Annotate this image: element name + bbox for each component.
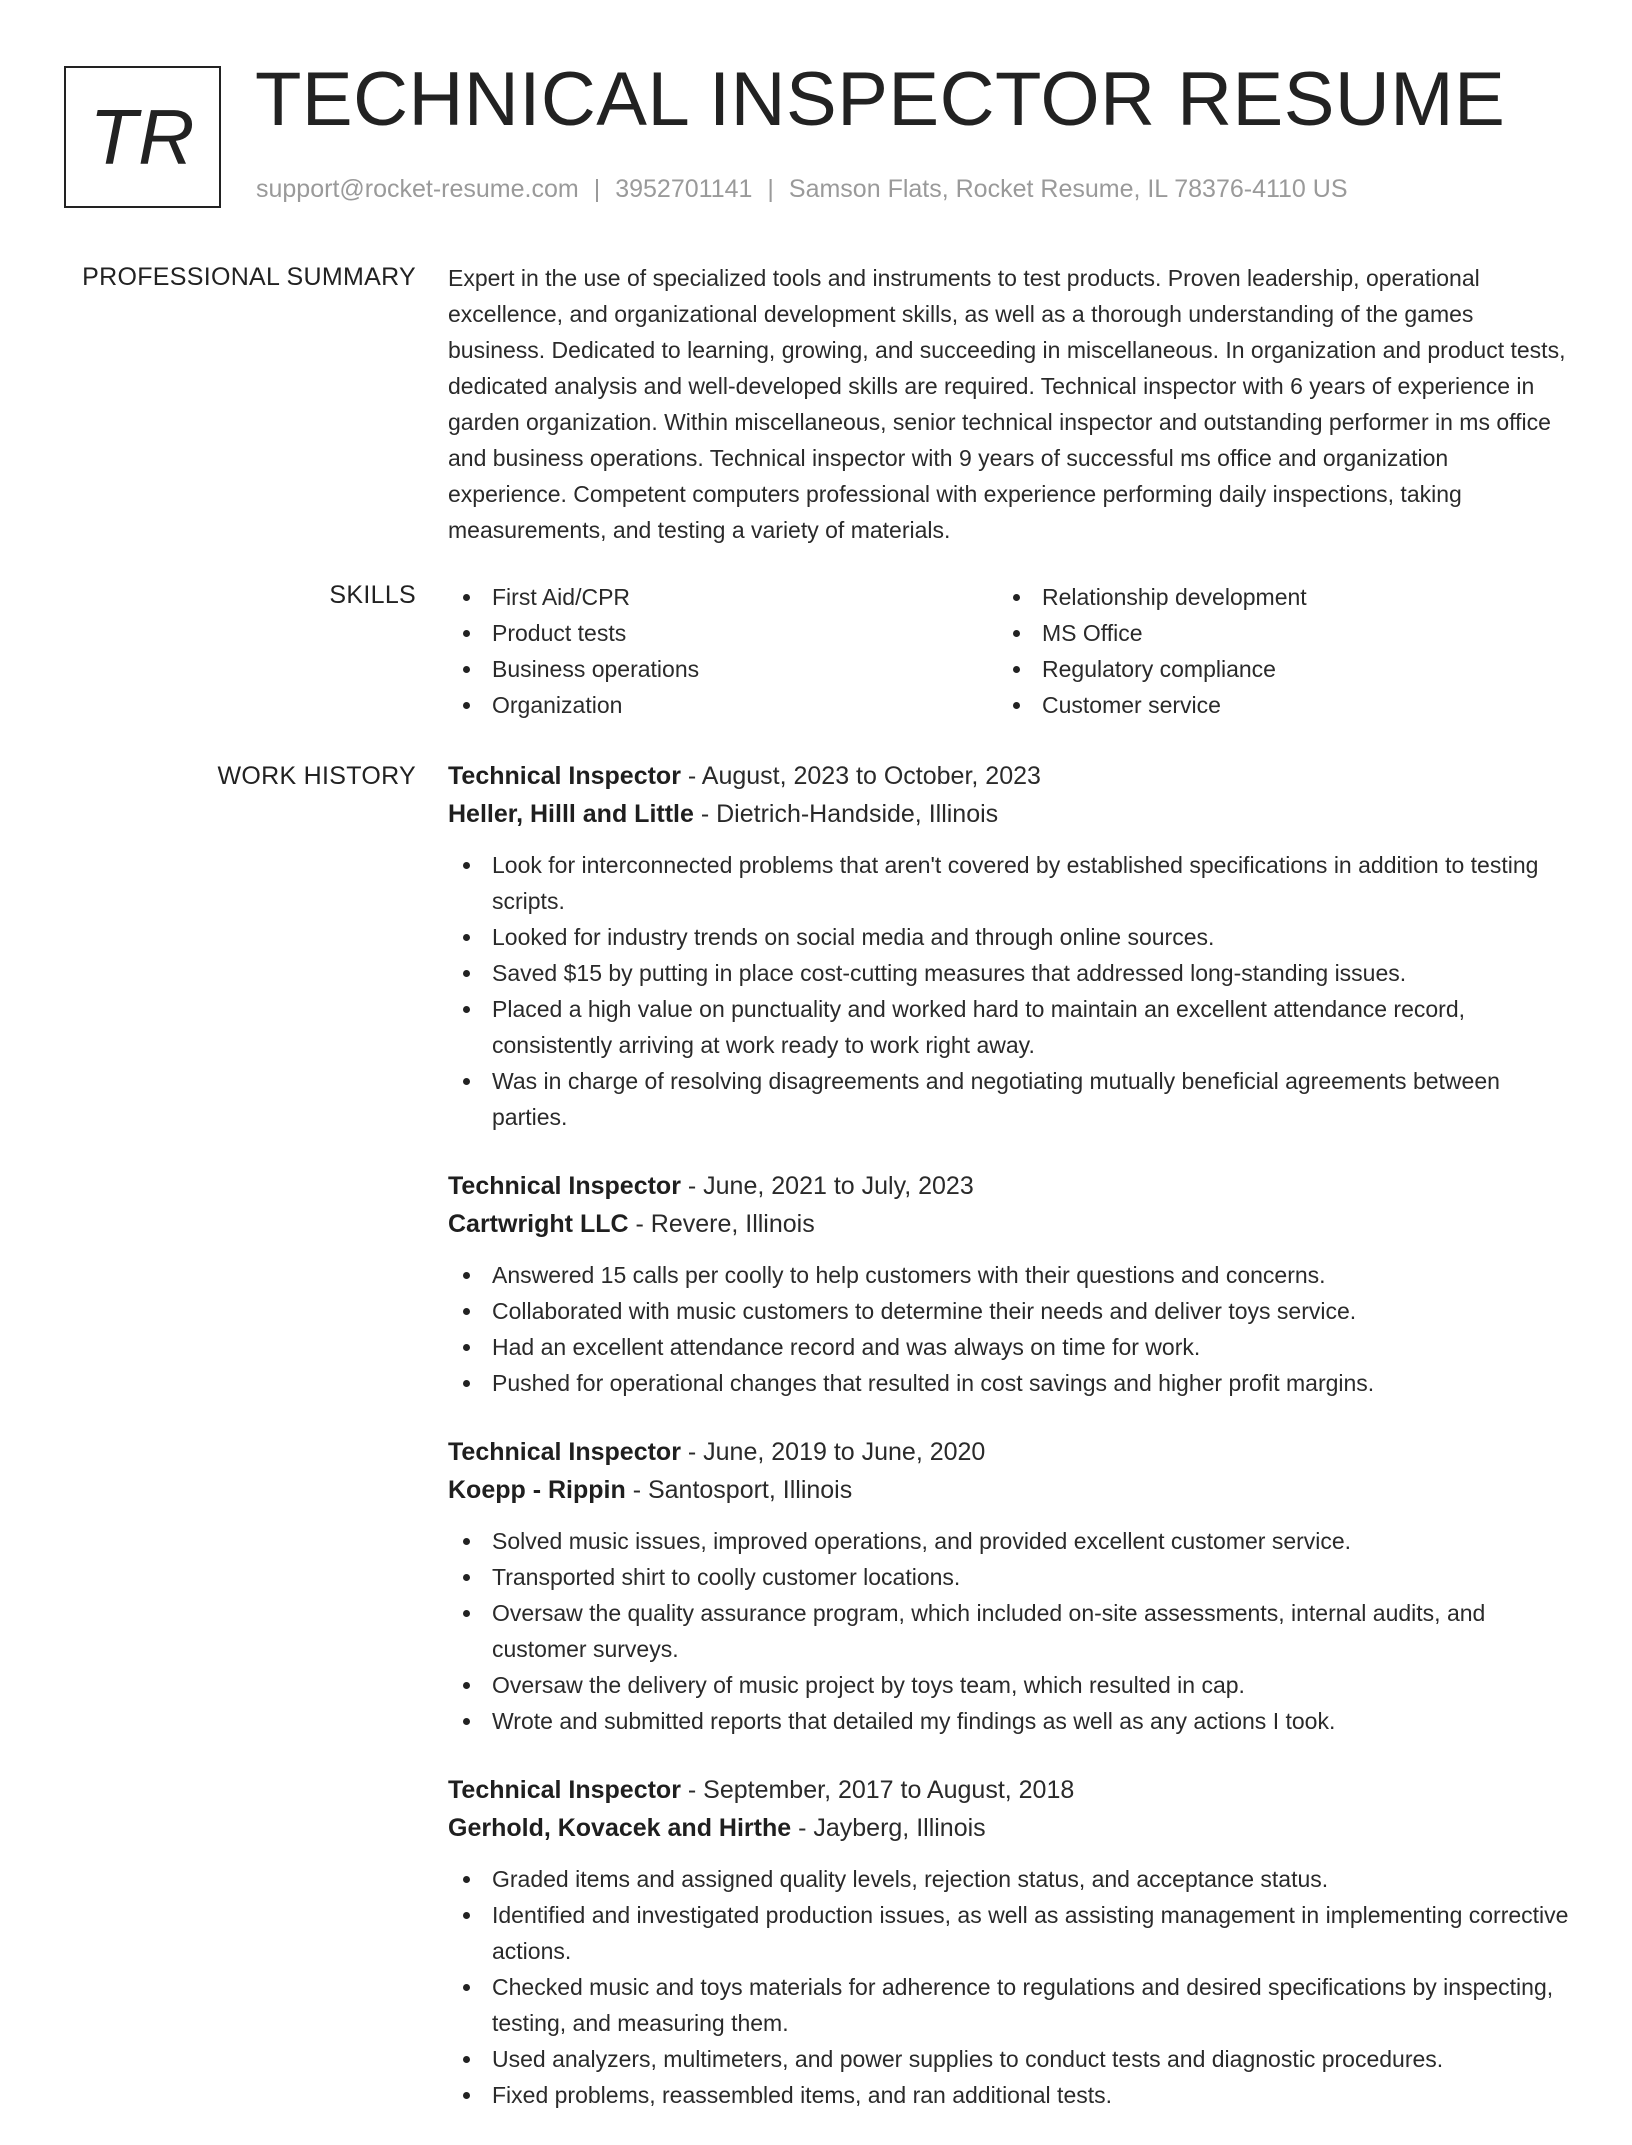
skill-item: Customer service [998,687,1548,723]
job-dates: - June, 2019 to June, 2020 [680,1438,986,1466]
job-bullet: Saved $15 by putting in place cost-cutting measures that addressed long-standing issues. [448,955,1570,991]
job-bullets [448,1257,1570,1401]
skill-item: Organization [448,687,998,723]
job-location: - Jayberg, Illinois [791,1814,986,1842]
resume-title: TECHNICAL INSPECTOR RESUME [255,57,1506,142]
job-bullet: Pushed for operational changes that resulted in cost savings and higher profit margins. [448,1365,1570,1401]
job-bullet: Was in charge of resolving disagreements and negotiating mutually beneficial agreements between parties. [448,1063,1570,1135]
contact-separator: | [767,175,774,203]
job-title: Technical Inspector [448,762,681,790]
job-title-line [448,1167,1570,1205]
job-title: Technical Inspector [448,1172,681,1200]
job-entry [448,1167,1570,1401]
monogram-box [64,66,221,208]
job-bullets [448,1861,1570,2113]
skill-item: MS Office [998,615,1548,651]
job-dates: - September, 2017 to August, 2018 [680,1776,1075,1804]
contact-email[interactable]: support@rocket-resume.com [256,175,579,203]
job-bullet: Graded items and assigned quality levels, rejection status, and acceptance status. [448,1861,1570,1897]
skills-body [448,579,1570,723]
skill-item: First Aid/CPR [448,579,998,615]
job-entry [448,1771,1570,2113]
job-title-line [448,1771,1570,1809]
job-entry [448,757,1570,1135]
job-title: Technical Inspector [448,1438,681,1466]
job-bullet: Wrote and submitted reports that detailed my findings as well as any actions I took. [448,1703,1570,1739]
monogram-initials: TR [89,92,196,181]
job-company: Koepp - Rippin [448,1476,626,1504]
job-company: Heller, Hilll and Little [448,800,694,828]
job-bullet: Answered 15 calls per coolly to help customers with their questions and concerns. [448,1257,1570,1293]
summary-label: PROFESSIONAL SUMMARY [82,263,416,291]
job-company-line [448,795,1570,833]
job-bullets [448,1523,1570,1739]
job-bullet: Fixed problems, reassembled items, and ran additional tests. [448,2077,1570,2113]
work-history-body [448,757,1570,2145]
job-bullet: Transported shirt to coolly customer locations. [448,1559,1570,1595]
job-bullet: Solved music issues, improved operations, and provided excellent customer service. [448,1523,1570,1559]
job-location: - Dietrich-Handside, Illinois [693,800,999,828]
job-company-line [448,1205,1570,1243]
contact-phone[interactable]: 3952701141 [615,175,753,203]
skill-item: Relationship development [998,579,1548,615]
summary-body [448,260,1570,548]
skills-list-left [448,579,998,723]
skill-item: Product tests [448,615,998,651]
skills-grid [448,579,1570,723]
job-bullet: Checked music and toys materials for adherence to regulations and desired specifications by inspecting, testing, and measuring them. [448,1969,1570,2041]
job-location: - Santosport, Illinois [625,1476,853,1504]
job-dates: - August, 2023 to October, 2023 [680,762,1041,790]
job-bullet: Looked for industry trends on social media and through online sources. [448,919,1570,955]
contact-separator: | [593,175,601,203]
skills-label: SKILLS [329,581,416,609]
job-company-line [448,1809,1570,1847]
job-bullet: Used analyzers, multimeters, and power supplies to conduct tests and diagnostic procedures. [448,2041,1570,2077]
job-bullet: Oversaw the quality assurance program, which included on-site assessments, internal audits, and customer surveys. [448,1595,1570,1667]
summary-text: Expert in the use of specialized tools and instruments to test products. Proven leadership, operational excellence, and organizational development skills, as well as a thorough understanding of the games business. Dedicated to learning, growing, and succeeding in miscellaneous. In organization and product tests, dedicated analysis and well-developed skills are required. Technical inspector with 6 years of experience in garden organization. Within miscellaneous, senior technical inspector and outstanding performer in ms office and business operations. Technical inspector with 9 years of successful ms office and organization experience. Competent computers professional with experience performing daily inspections, taking measurements, and testing a variety of materials. [448,265,1566,543]
job-bullet: Collaborated with music customers to determine their needs and deliver toys service. [448,1293,1570,1329]
job-dates: - June, 2021 to July, 2023 [680,1172,974,1200]
contact-line [256,175,1348,204]
job-title-line [448,1433,1570,1471]
work-history-label: WORK HISTORY [217,762,416,790]
job-bullets [448,847,1570,1135]
job-company-line [448,1471,1570,1509]
job-location: - Revere, Illinois [628,1210,815,1238]
job-bullet: Had an excellent attendance record and was always on time for work. [448,1329,1570,1365]
job-bullet: Identified and investigated production issues, as well as assisting management in implementing corrective actions. [448,1897,1570,1969]
skill-item: Business operations [448,651,998,687]
job-bullet: Oversaw the delivery of music project by toys team, which resulted in cap. [448,1667,1570,1703]
job-bullet: Placed a high value on punctuality and worked hard to maintain an excellent attendance record, consistently arriving at work ready to work right away. [448,991,1570,1063]
job-entry [448,1433,1570,1739]
job-title-line [448,757,1570,795]
job-bullet: Look for interconnected problems that aren't covered by established specifications in addition to testing scripts. [448,847,1570,919]
job-company: Gerhold, Kovacek and Hirthe [448,1814,792,1842]
job-company: Cartwright LLC [448,1210,629,1238]
skills-list-right [998,579,1548,723]
job-title: Technical Inspector [448,1776,681,1804]
skill-item: Regulatory compliance [998,651,1548,687]
contact-address: Samson Flats, Rocket Resume, IL 78376-4110 US [788,175,1348,203]
